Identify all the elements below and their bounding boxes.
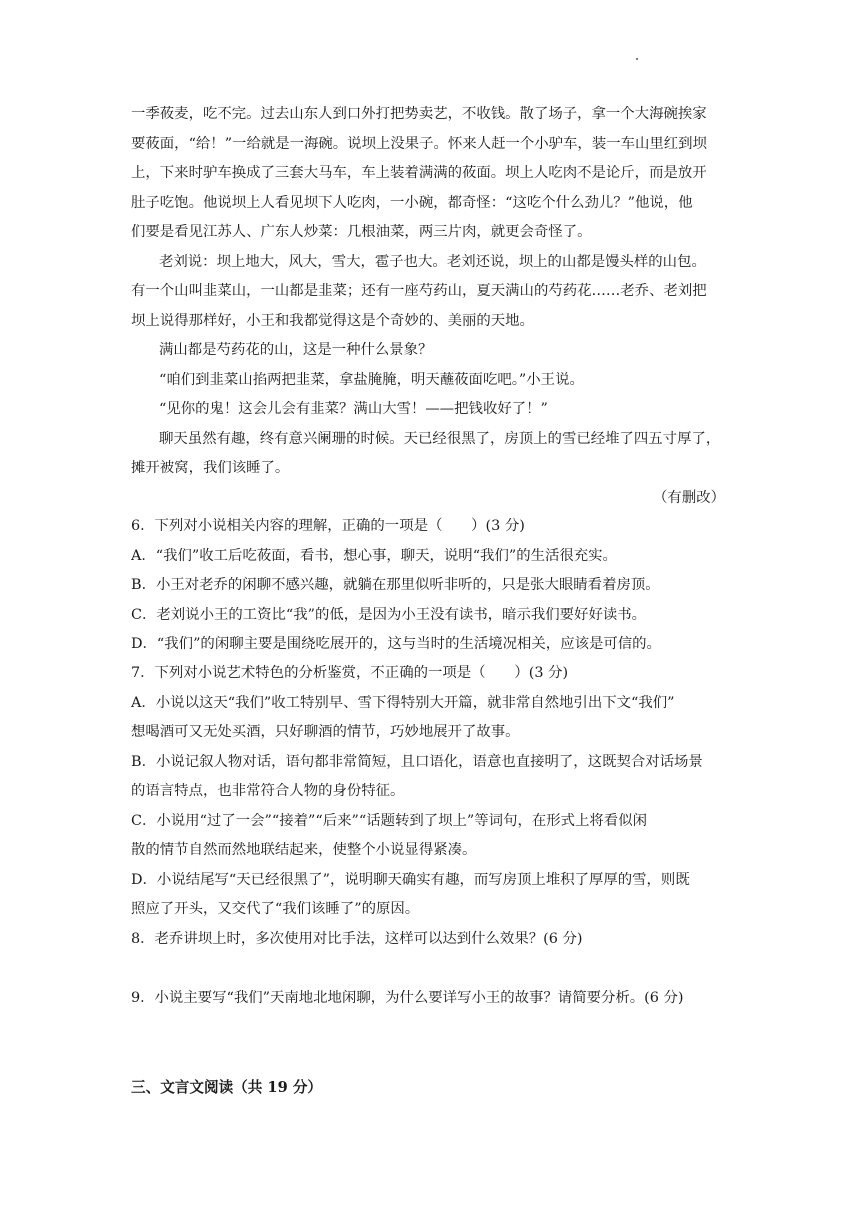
question-7	[131, 659, 731, 925]
text-line: “见你的鬼！这会儿会有韭菜？满山大雪！——把钱收好了！”	[159, 401, 548, 417]
text-line: 肚子吃饱。他说坝上人看见坝下人吃肉，一小碗，都奇怪：“这吃个什么劲儿？”他说，他	[131, 194, 693, 211]
question-6	[131, 512, 731, 660]
question-stem: 9．小说主要写“我们”天南地北地闲聊，为什么要详写小王的故事？请简要分析。(6 分)	[131, 990, 684, 1006]
text-line: 老刘说：坝上地大，风大，雪大，雹子也大。老刘还说，坝上的山都是馒头样的山包。	[159, 253, 706, 270]
question-8	[131, 925, 731, 955]
option-a-cont: 想喝酒可又无处买酒，只好聊酒的情节，巧妙地展开了故事。	[131, 724, 520, 740]
option-d: D．“我们”的闲聊主要是围绕吃展开的，这与当时的生活境况相关，应该是可信的。	[131, 636, 661, 652]
text-line: 们要是看见江苏人、广东人炒菜：几根油菜，两三片肉，就更会奇怪了。	[131, 224, 592, 240]
option-a: A．小说以这天“我们”收工特别早、雪下得特别大开篇，就非常自然地引出下文“我们”	[131, 694, 675, 711]
question-stem: 6．下列对小说相关内容的理解，正确的一项是（ ）(3 分)	[131, 518, 525, 534]
text-line: 有一个山叫韭菜山，一山都是韭菜；还有一座芍药山，夏天满山的芍药花……老乔、老刘把	[131, 283, 707, 299]
option-c: C．小说用“过了一会”“接着”“后来”“话题转到了坝上”等词句，在形式上将看似闲	[131, 812, 647, 829]
question-9	[131, 984, 731, 1014]
option-c-cont: 散的情节自然而然地联结起来，使整个小说显得紧凑。	[131, 842, 477, 858]
option-a: A．“我们”收工后吃莜面，看书，想心事，聊天，说明“我们”的生活很充实。	[131, 547, 617, 564]
text-line: 坝上说得那样好，小王和我都觉得这是个奇妙的、美丽的天地。	[131, 312, 534, 329]
text-line: 摊开被窝，我们该睡了。	[131, 460, 290, 476]
option-c: C．老刘说小王的工资比“我”的低，是因为小王没有读书，暗示我们要好好读书。	[131, 606, 647, 623]
passage-continued	[131, 100, 731, 513]
page-mark	[636, 58, 638, 60]
text-line: 满山都是芍药花的山，这是一种什么景象？	[159, 342, 433, 358]
option-b-cont: 的语言特点，也非常符合人物的身份特征。	[131, 783, 405, 799]
question-stem: 7．下列对小说艺术特色的分析鉴赏，不正确的一项是（ ）(3 分)	[131, 665, 569, 681]
section-heading: 三、文言文阅读（共 19 分）	[131, 1079, 323, 1096]
option-b: B．小王对老乔的闲聊不感兴趣，就躺在那里似听非听的，只是张大眼睛看着房顶。	[131, 577, 660, 593]
text-line: 要莜面，“给！”一给就是一海碗。说坝上没果子。怀来人赶一个小驴车，装一车山里红到坝	[131, 135, 707, 152]
option-b: B．小说记叙人物对话，语句都非常简短，且口语化，语意也直接明了，这既契合对话场景	[131, 753, 703, 770]
option-d-cont: 照应了开头，又交代了“我们该睡了”的原因。	[131, 901, 420, 917]
edit-note: （有删改）	[653, 489, 725, 506]
text-line: 聊天虽然有趣，终有意兴阑珊的时候。天已经很黑了，房顶上的雪已经堆了四五寸厚了，	[159, 430, 721, 447]
question-stem: 8．老乔讲坝上时，多次使用对比手法，这样可以达到什么效果？(6 分)	[131, 931, 583, 947]
text-line: “咱们到韭菜山掐两把韭菜，拿盐腌腌，明天蘸莜面吃吧。”小王说。	[159, 371, 584, 388]
text-line: 一季莜麦，吃不完。过去山东人到口外打把势卖艺，不收钱。散了场子，拿一个大海碗挨家	[131, 106, 707, 122]
text-line: 上，下来时驴车换成了三套大马车，车上装着满满的莜面。坝上人吃肉不是论斤，而是放开	[131, 165, 707, 181]
option-d: D．小说结尾写“天已经很黑了”，说明聊天确实有趣，而写房顶上堆积了厚厚的雪，则既	[131, 871, 690, 888]
